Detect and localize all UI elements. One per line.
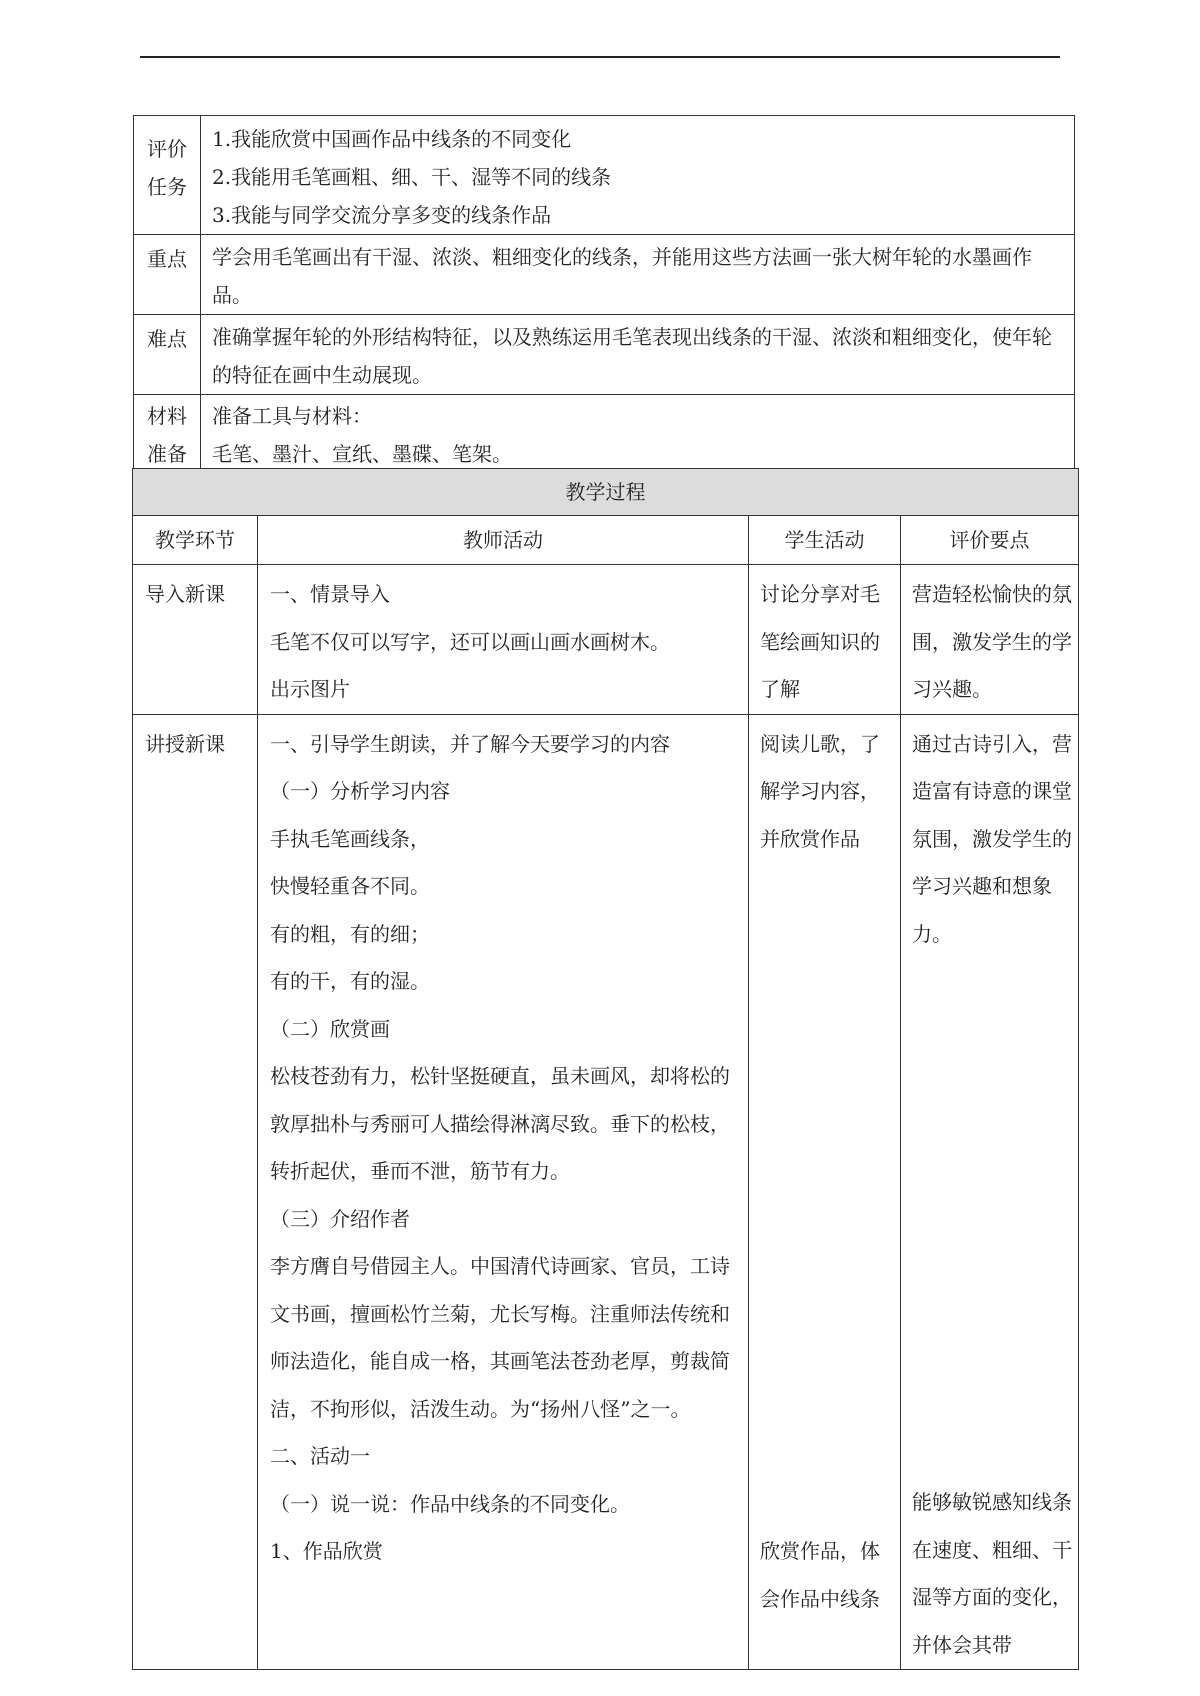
row-label: 评价任务 <box>147 137 187 199</box>
header-rule <box>140 56 1060 58</box>
task-line-2: 2.我能用毛笔画粗、细、干、湿等不同的线条 <box>212 165 612 189</box>
teacher-line: 出示图片 <box>270 677 350 701</box>
process-title: 教学过程 <box>133 469 1079 516</box>
stage-cell: 讲授新课 <box>133 714 258 1670</box>
teacher-line: （一）分析学习内容 <box>270 779 450 803</box>
difficulties-text: 准确掌握年轮的外形结构特征，以及熟练运用毛笔表现出线条的干湿、浓淡和粗细变化，使年轮的特征在画中生动展现。 <box>201 315 1075 395</box>
row-evaluation-tasks <box>134 116 1075 235</box>
materials-line-2: 毛笔、墨汁、宣纸、墨碟、笔架。 <box>212 442 512 466</box>
stage-cell: 导入新课 <box>133 565 258 715</box>
student-cell <box>749 714 901 1670</box>
info-table <box>133 115 1075 475</box>
row-label: 材料准备 <box>147 404 187 466</box>
key-points-text: 学会用毛笔画出有干湿、浓淡、粗细变化的线条，并能用这些方法画一张大树年轮的水墨画作品。 <box>201 235 1075 315</box>
evaluation-cell: 营造轻松愉快的氛围，激发学生的学习兴趣。 <box>901 565 1079 715</box>
teacher-line: （一）说一说：作品中线条的不同变化。 <box>270 1491 630 1516</box>
process-table <box>132 468 1079 1670</box>
col-header-teacher: 教师活动 <box>258 516 749 565</box>
materials-line-1: 准备工具与材料： <box>212 404 372 428</box>
table-row <box>133 565 1079 715</box>
col-header-student: 学生活动 <box>749 516 901 565</box>
teacher-cell <box>258 714 749 1670</box>
evaluation-text: 通过古诗引入，营造富有诗意的课堂氛围，激发学生的学习兴趣和想象力。 <box>912 731 1072 946</box>
teacher-line: 松枝苍劲有力，松针坚挺硬直，虽未画风，却将松的敦厚拙朴与秀丽可人描绘得淋漓尽致。垂下的松枝，转折起伏，垂而不泄，筋节有力。 <box>270 1064 730 1183</box>
evaluation-text: 能够敏锐感知线条在速度、粗细、干湿等方面的变化，并体会其带 <box>912 1490 1072 1657</box>
teacher-line: 毛笔不仅可以写字，还可以画山画水画树木。 <box>270 629 670 654</box>
teacher-line: （二）欣赏画 <box>270 1016 390 1041</box>
teacher-line: 一、引导学生朗读，并了解今天要学习的内容 <box>270 731 670 756</box>
teacher-line: 有的干，有的湿。 <box>270 969 430 993</box>
teacher-line: 有的粗，有的细； <box>270 921 430 946</box>
evaluation-cell <box>901 714 1079 1670</box>
teacher-line: 一、情景导入 <box>270 582 390 606</box>
student-cell: 讨论分享对毛笔绘画知识的了解 <box>749 565 901 715</box>
row-materials <box>134 395 1075 475</box>
teacher-line: 李方膺自号借园主人。中国清代诗画家、官员，工诗文书画，擅画松竹兰菊，尤长写梅。注重师法传统和师法造化，能自成一格，其画笔法苍劲老厚，剪裁简洁，不拘形似，活泼生动。为“扬州八怪”之一。 <box>270 1254 730 1421</box>
col-header-evaluation: 评价要点 <box>901 516 1079 565</box>
row-key-points <box>134 235 1075 315</box>
student-text: 欣赏作品，体会作品中线条 <box>760 1539 880 1611</box>
row-label: 重点 <box>134 235 201 315</box>
row-label: 难点 <box>134 315 201 395</box>
teacher-line: 二、活动一 <box>270 1444 370 1468</box>
row-difficulties <box>134 315 1075 395</box>
table-row <box>133 714 1079 1670</box>
student-text: 阅读儿歌，了解学习内容，并欣赏作品 <box>760 731 880 851</box>
teacher-line: 快慢轻重各不同。 <box>270 874 430 898</box>
task-line-1: 1.我能欣赏中国画作品中线条的不同变化 <box>212 127 572 151</box>
column-headers <box>133 516 1079 565</box>
teacher-line: 手执毛笔画线条， <box>270 826 430 851</box>
col-header-stage: 教学环节 <box>133 516 258 565</box>
teacher-line: 1、作品欣赏 <box>270 1539 383 1563</box>
teacher-cell <box>258 565 749 715</box>
teacher-line: （三）介绍作者 <box>270 1206 410 1231</box>
task-line-3: 3.我能与同学交流分享多变的线条作品 <box>212 203 552 227</box>
